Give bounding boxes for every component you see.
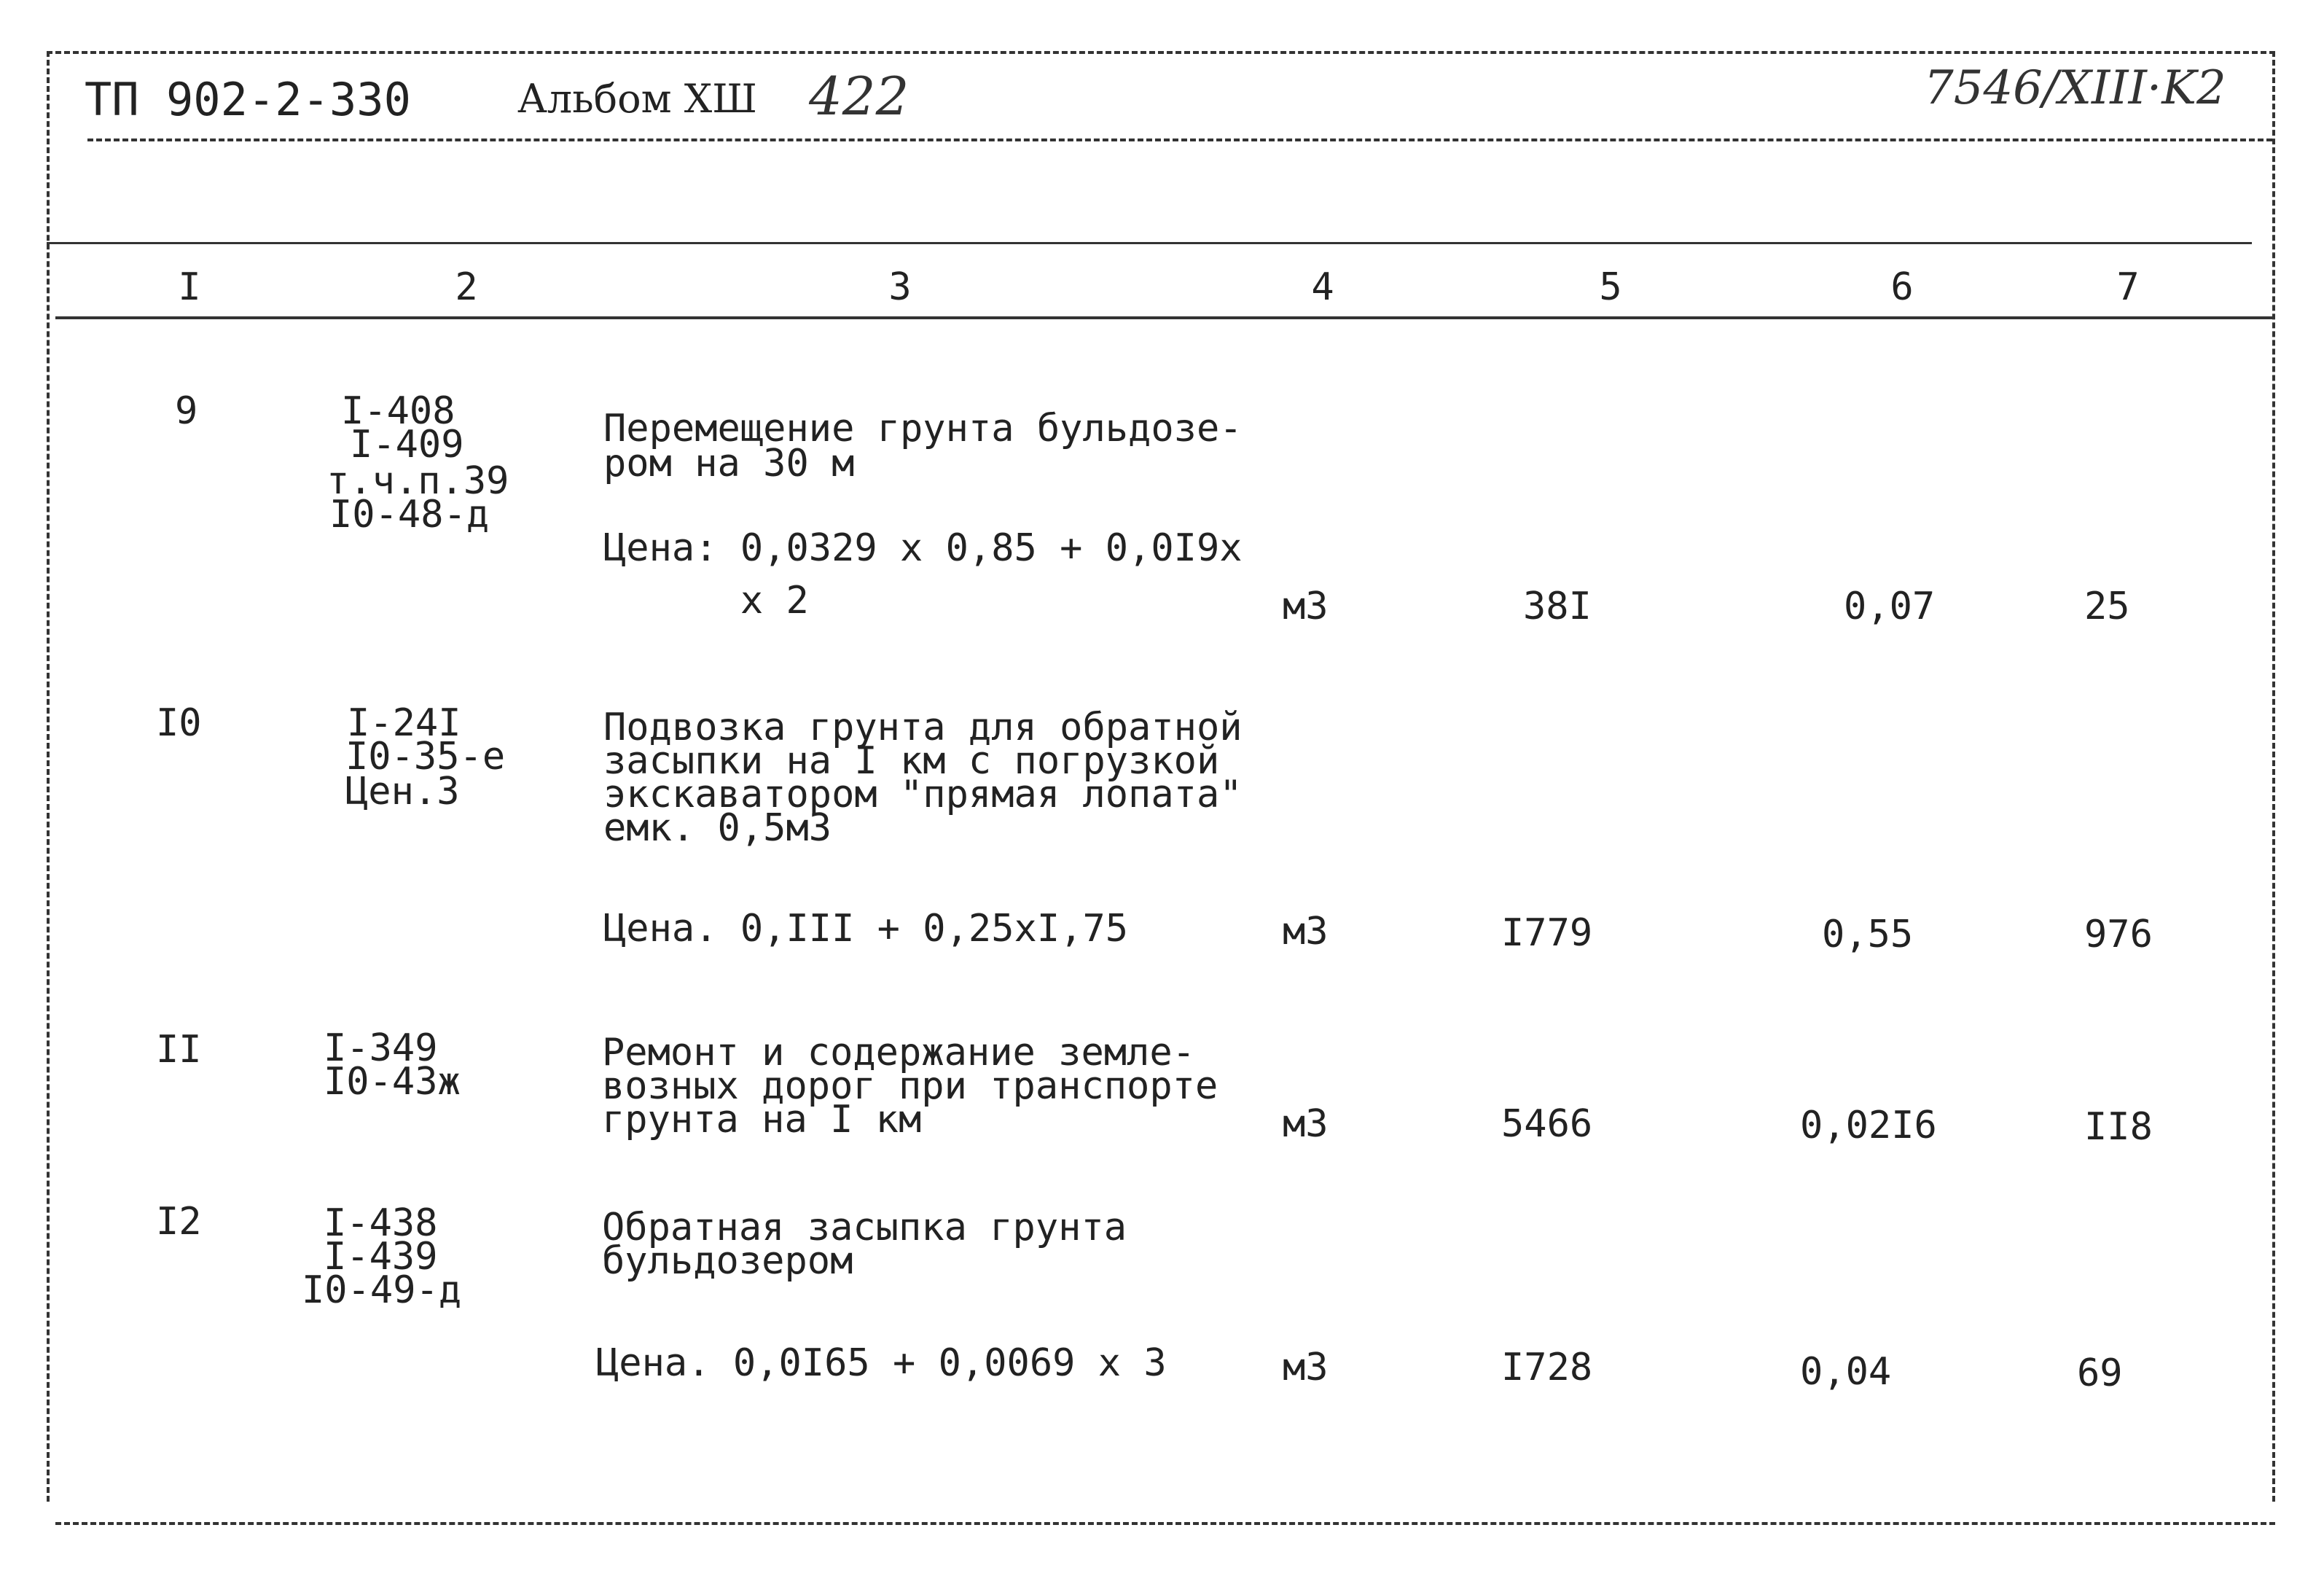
frame-right-border [2272,51,2275,1502]
row-unit: м3 [1283,1102,1329,1146]
row-number: I2 [156,1200,202,1244]
row-code: I0-49-д [302,1268,462,1312]
row-unit: м3 [1283,1346,1329,1389]
album-label: Альбом ХШ [517,76,757,122]
row-description-line: емк. 0,5м3 [603,806,832,850]
row-description-line: ром на 30 м [603,442,855,485]
table-top-rule [47,242,2252,244]
row-description-line: возных дорог при транспорте [602,1064,1218,1108]
frame-bottom-border [55,1522,2275,1525]
row-price-formula-line: Цена. 0,III + 0,25xI,75 [603,907,1129,951]
row-total: II8 [2084,1105,2153,1149]
row-total: 976 [2084,913,2153,956]
row-unit: м3 [1283,910,1329,953]
row-description-line: засыпки на I км с погрузкой [603,739,1220,783]
row-code: I0-43ж [324,1060,461,1104]
row-number: II [156,1028,202,1072]
row-quantity: 5466 [1501,1102,1593,1146]
row-quantity: 38I [1523,585,1592,628]
row-price-formula-line: Цена. 0,0I65 + 0,0069 x 3 [596,1341,1167,1385]
row-code: I-409 [350,423,464,467]
row-unit: м3 [1283,585,1329,628]
header-divider [87,139,2272,141]
row-description-line: бульдозером [602,1239,853,1283]
document-code: ТП 902-2-330 [85,73,411,126]
row-quantity: I779 [1501,911,1593,955]
page-number: 422 [809,66,909,127]
column-number-5: 5 [1599,265,1622,309]
row-code: I0-35-е [345,735,506,779]
column-number-2: 2 [455,265,478,309]
row-code: I-438 [324,1201,438,1245]
row-description-line: Перемещение грунта бульдозе- [603,407,1243,450]
column-number-1: I [178,265,201,309]
column-number-7: 7 [2116,265,2140,309]
row-code: I-408 [341,389,455,433]
row-code: т.ч.п.39 [326,459,509,503]
row-code: I-439 [324,1235,438,1279]
row-code: Цен.3 [345,770,460,814]
row-rate: 0,04 [1800,1350,1892,1394]
row-description-line: грунта на I км [602,1098,922,1142]
row-description-line: Ремонт и содержание земле- [602,1031,1195,1074]
row-number: I0 [156,701,202,745]
column-number-3: 3 [888,265,912,309]
row-number: 9 [175,389,198,433]
row-rate: 0,55 [1822,913,1914,956]
row-description-line: экскаватором "прямая лопата" [603,773,1243,816]
row-code: I-24I [347,701,461,745]
row-rate: 0,02I6 [1800,1104,1937,1147]
row-rate: 0,07 [1844,585,1936,628]
row-quantity: I728 [1501,1346,1593,1389]
row-description-line: Подвозка грунта для обратной [603,706,1243,749]
inventory-number: 7546/XIII·K2 [1924,61,2226,115]
row-price-formula-line: Цена: 0,0329 x 0,85 + 0,0I9x [603,526,1243,570]
row-description-line: Обратная засыпка грунта [602,1206,1127,1249]
frame-top-border [47,51,2275,54]
frame-left-border [47,51,50,1502]
row-total: 25 [2084,585,2130,628]
row-code: I0-48-д [329,493,490,537]
row-total: 69 [2077,1351,2123,1395]
column-number-4: 4 [1311,265,1334,309]
row-code: I-349 [324,1026,438,1070]
table-header-rule [55,316,2275,319]
row-price-formula-line: x 2 [603,579,809,623]
column-number-6: 6 [1890,265,1914,309]
